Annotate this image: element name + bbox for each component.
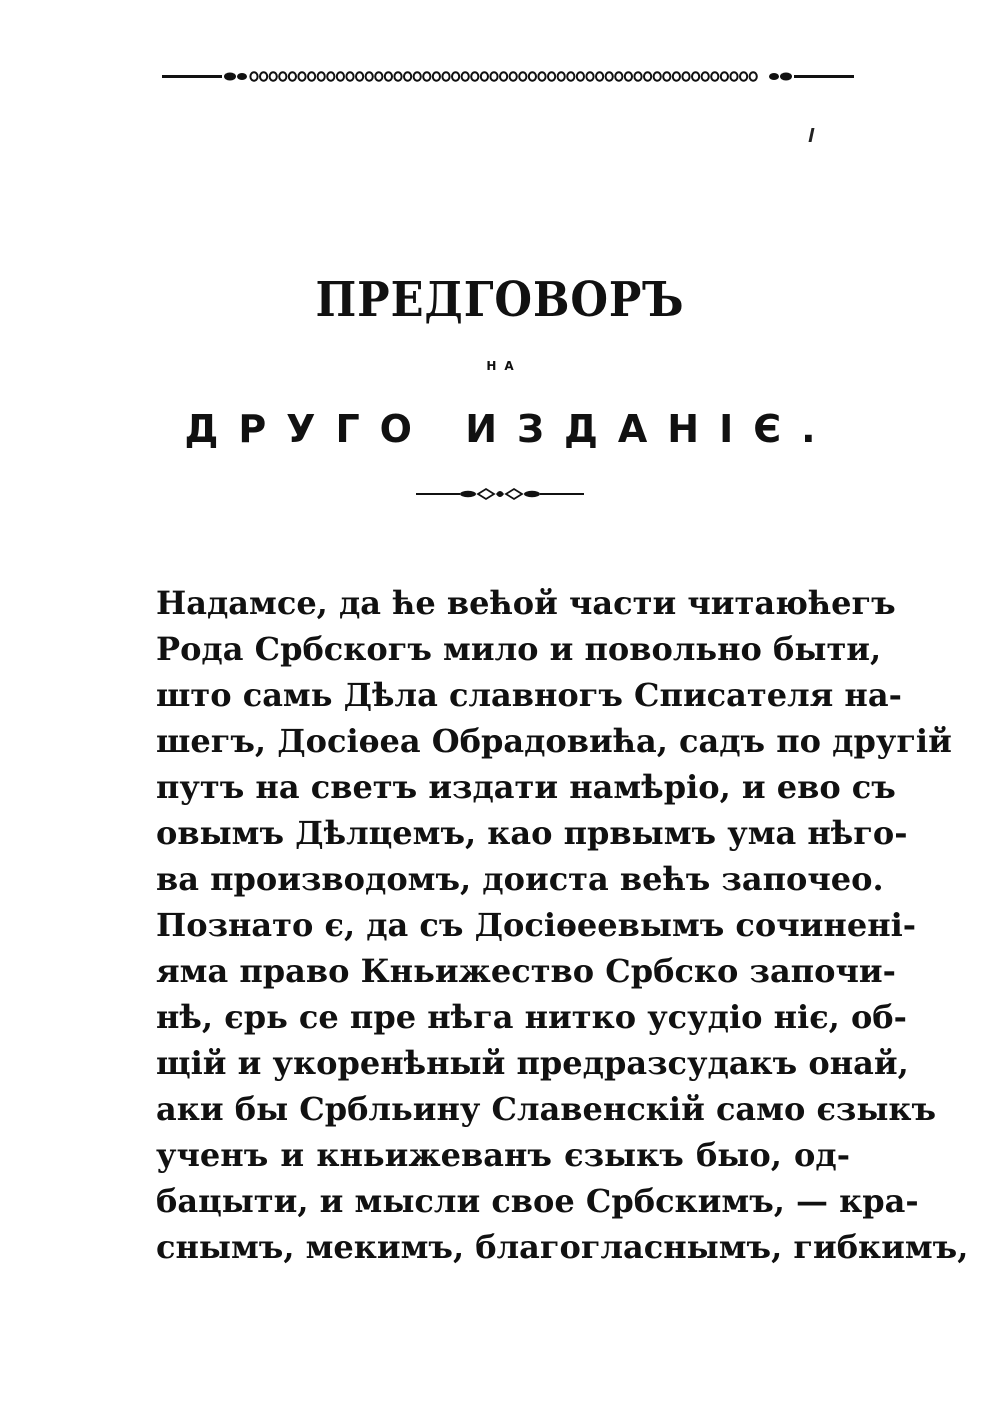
body-line: яма право Кньижество Србско започи- — [156, 952, 896, 990]
body-line: Рода Србскогъ мило и повольно быти, — [156, 630, 882, 668]
body-line: снымъ, мекимъ, благогласнымъ, гибкимъ, — [156, 1228, 969, 1266]
subtitle-edition: ДРУГО ИЗДАНІЄ. — [184, 407, 836, 451]
print-speck — [809, 128, 815, 142]
body-line: нѣ, єрь се пре нѣга нитко усудіо ніє, об- — [156, 998, 907, 1036]
body-paragraph — [156, 580, 969, 1270]
body-line: шегъ, Досіѳеа Обрадовића, садъ по другій — [156, 722, 952, 760]
body-line: што самь Дѣла славногъ Списателя на- — [156, 676, 902, 714]
body-line: Надамсе, да ће већой части читаюћегъ — [156, 584, 896, 622]
body-line: аки бы Србльину Славенскій само єзыкъ — [156, 1090, 937, 1128]
body-line: Познато є, да съ Досіѳеевымъ сочинені- — [156, 906, 917, 944]
top-ornamental-rule — [162, 66, 854, 88]
body-line: путъ на светъ издати намѣріо, и ево съ — [156, 768, 896, 806]
subtitle-preposition: НА — [486, 359, 522, 373]
body-line: щій и укоренѣный предразсудакъ онай, — [156, 1044, 909, 1082]
middle-flourish-ornament — [416, 486, 584, 502]
body-line: овымъ Дѣлцемъ, као првымъ ума нѣго- — [156, 814, 908, 852]
page-title: ПРЕДГОВОРЪ — [315, 272, 685, 328]
body-line: бацыти, и мысли свое Србскимъ, — кра- — [156, 1182, 919, 1220]
body-line: ва производомъ, доиста већъ започео. — [156, 860, 884, 898]
body-line: ученъ и кньижеванъ єзыкъ быо, од- — [156, 1136, 850, 1174]
